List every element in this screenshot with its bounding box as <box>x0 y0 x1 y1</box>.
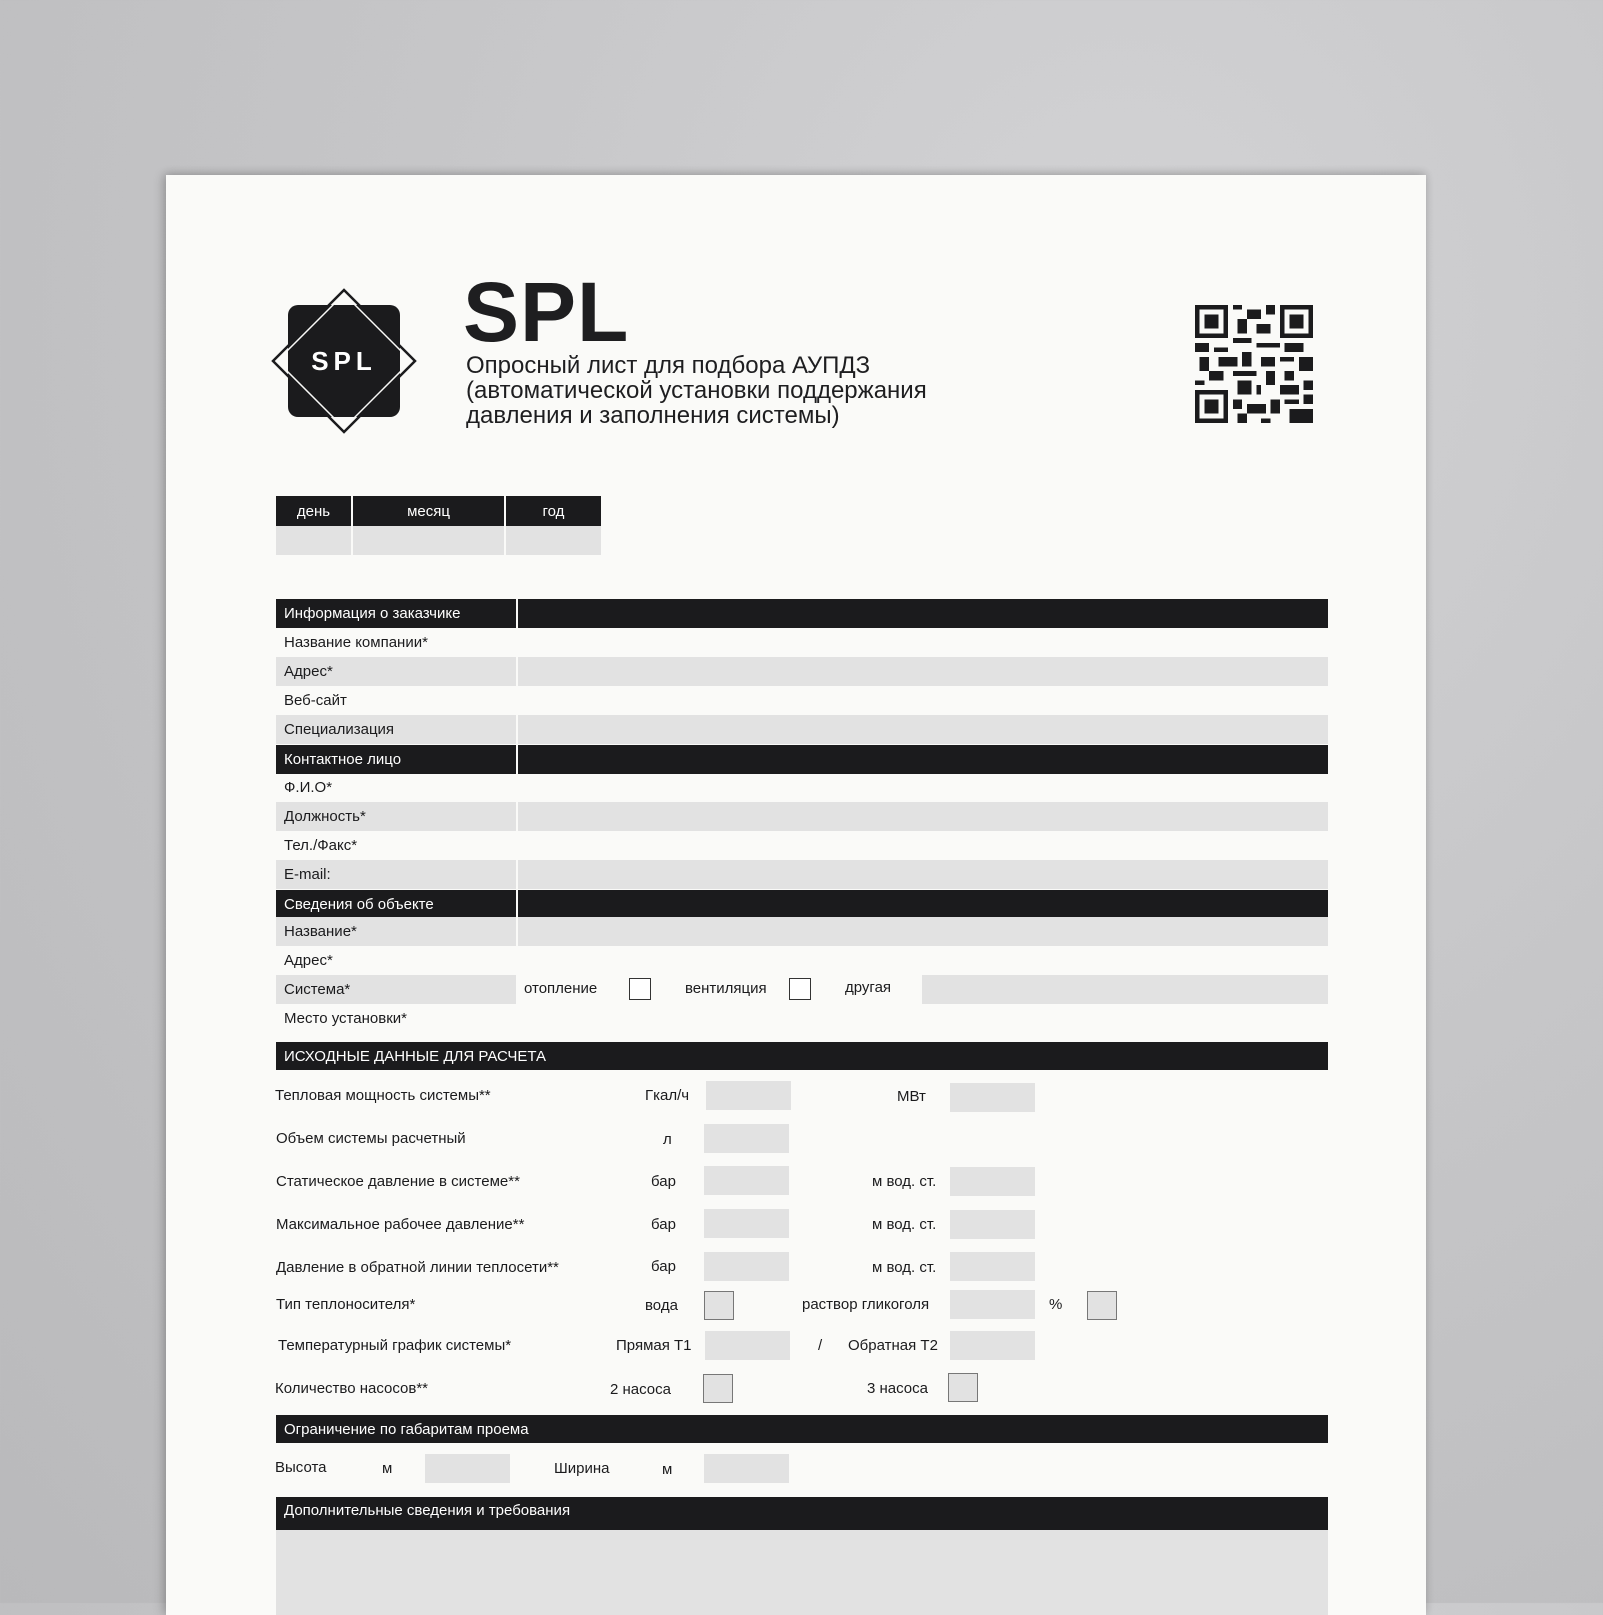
date-year-field[interactable] <box>506 526 601 555</box>
return-pressure-bar-field[interactable] <box>704 1252 789 1281</box>
document-subtitle: Опросный лист для подбора АУПДЗ (автоматической установки поддержания давления и заполнения системы) <box>466 352 927 429</box>
object-name-field[interactable] <box>518 917 1328 946</box>
width-label: Ширина <box>554 1460 610 1477</box>
specialization-row[interactable]: Специализация <box>276 715 1328 744</box>
volume-label: Объем системы расчетный <box>276 1130 466 1147</box>
object-section-header: Сведения об объекте <box>276 890 1328 919</box>
return-pressure-mwc-unit: м вод. ст. <box>872 1259 937 1276</box>
date-table <box>276 496 601 555</box>
company-name-field[interactable] <box>518 628 1328 657</box>
height-unit: м <box>382 1460 393 1477</box>
object-name-row[interactable]: Название* <box>276 917 1328 946</box>
email-row[interactable]: E-mail: <box>276 860 1328 889</box>
supply-temp-field[interactable] <box>705 1331 790 1360</box>
object-address-row[interactable]: Адрес* <box>276 946 1328 975</box>
pumps-label: Количество насосов** <box>275 1380 429 1397</box>
object-address-field[interactable] <box>518 946 1328 975</box>
calc-section-header: ИСХОДНЫЕ ДАННЫЕ ДЛЯ РАСЧЕТА <box>276 1042 1328 1070</box>
customer-address-field[interactable] <box>518 657 1328 686</box>
thermal-power-mw-field[interactable] <box>950 1083 1035 1112</box>
website-field[interactable] <box>518 686 1328 715</box>
contact-name-row[interactable]: Ф.И.О* <box>276 773 1328 802</box>
date-month-field[interactable] <box>353 526 506 555</box>
logo-text: SPL <box>311 346 377 376</box>
thermal-power-gcal-field[interactable] <box>706 1081 791 1110</box>
questionnaire-sheet <box>166 175 1426 1615</box>
contact-section-header: Контактное лицо <box>276 745 1328 774</box>
two-pumps-label: 2 насоса <box>610 1381 671 1398</box>
return-temp-label: Обратная Т2 <box>848 1337 938 1354</box>
email-field[interactable] <box>518 860 1328 889</box>
max-pressure-bar-field[interactable] <box>704 1209 789 1238</box>
return-pressure-label: Давление в обратной линии теплосети** <box>276 1259 559 1276</box>
percent-unit: % <box>1049 1296 1063 1313</box>
date-day-label: день <box>276 496 353 526</box>
system-row: Система* <box>276 975 1328 1004</box>
date-month-label: месяц <box>353 496 506 526</box>
customer-address-row[interactable]: Адрес* <box>276 657 1328 686</box>
other-label: другая <box>845 979 892 996</box>
width-field[interactable] <box>704 1454 789 1483</box>
return-temp-field[interactable] <box>950 1331 1035 1360</box>
static-pressure-bar-field[interactable] <box>704 1166 789 1195</box>
temp-graph-label: Температурный график системы* <box>278 1337 512 1354</box>
dimensions-section-header: Ограничение по габаритам проема <box>276 1415 1328 1443</box>
brand-title: SPL <box>463 265 630 359</box>
qr-code-icon <box>1195 305 1313 423</box>
static-pressure-bar-unit: бар <box>651 1173 676 1190</box>
water-checkbox[interactable] <box>704 1291 734 1320</box>
width-unit: м <box>662 1461 673 1478</box>
gcal-unit: Гкал/ч <box>645 1087 690 1104</box>
liter-unit: л <box>663 1131 672 1148</box>
glycol-field[interactable] <box>950 1290 1035 1319</box>
coolant-label: Тип теплоносителя* <box>276 1296 416 1313</box>
static-pressure-mwc-field[interactable] <box>950 1167 1035 1196</box>
supply-temp-label: Прямая Т1 <box>616 1337 692 1354</box>
specialization-field[interactable] <box>518 715 1328 744</box>
max-pressure-mwc-field[interactable] <box>950 1210 1035 1239</box>
temp-separator: / <box>818 1337 823 1354</box>
thermal-power-label: Тепловая мощность системы** <box>275 1087 491 1104</box>
phone-field[interactable] <box>518 831 1328 860</box>
location-row[interactable]: Место установки* <box>276 1004 1328 1033</box>
static-pressure-mwc-unit: м вод. ст. <box>872 1173 937 1190</box>
customer-section-header: Информация о заказчике <box>276 599 1328 628</box>
position-field[interactable] <box>518 802 1328 831</box>
volume-field[interactable] <box>704 1124 789 1153</box>
additional-requirements-field[interactable] <box>276 1530 1328 1615</box>
ventilation-label: вентиляция <box>685 980 767 997</box>
max-pressure-bar-unit: бар <box>651 1216 676 1233</box>
static-pressure-label: Статическое давление в системе** <box>276 1173 520 1190</box>
additional-section-header: Дополнительные сведения и требования <box>276 1497 1328 1530</box>
two-pumps-checkbox[interactable] <box>703 1374 733 1403</box>
glycol-checkbox[interactable] <box>1087 1291 1117 1320</box>
website-row[interactable]: Веб-сайт <box>276 686 1328 715</box>
other-system-field[interactable] <box>922 975 1328 1004</box>
company-name-row[interactable]: Название компании* <box>276 628 1328 657</box>
glycol-label: раствор гликоголя <box>802 1296 930 1313</box>
phone-row[interactable]: Тел./Факс* <box>276 831 1328 860</box>
contact-name-field[interactable] <box>518 773 1328 802</box>
three-pumps-checkbox[interactable] <box>948 1373 978 1402</box>
max-pressure-label: Максимальное рабочее давление** <box>276 1216 525 1233</box>
return-pressure-bar-unit: бар <box>651 1258 676 1275</box>
date-day-field[interactable] <box>276 526 353 555</box>
heating-label: отопление <box>524 980 598 997</box>
mw-unit: МВт <box>897 1088 926 1105</box>
three-pumps-label: 3 насоса <box>867 1380 928 1397</box>
heating-checkbox[interactable] <box>629 978 651 1000</box>
return-pressure-mwc-field[interactable] <box>950 1252 1035 1281</box>
water-label: вода <box>645 1297 678 1314</box>
location-field[interactable] <box>518 1004 1328 1033</box>
height-field[interactable] <box>425 1454 510 1483</box>
position-row[interactable]: Должность* <box>276 802 1328 831</box>
spl-logo <box>271 288 417 434</box>
date-year-label: год <box>506 496 601 526</box>
ventilation-checkbox[interactable] <box>789 978 811 1000</box>
height-label: Высота <box>275 1459 327 1476</box>
max-pressure-mwc-unit: м вод. ст. <box>872 1216 937 1233</box>
